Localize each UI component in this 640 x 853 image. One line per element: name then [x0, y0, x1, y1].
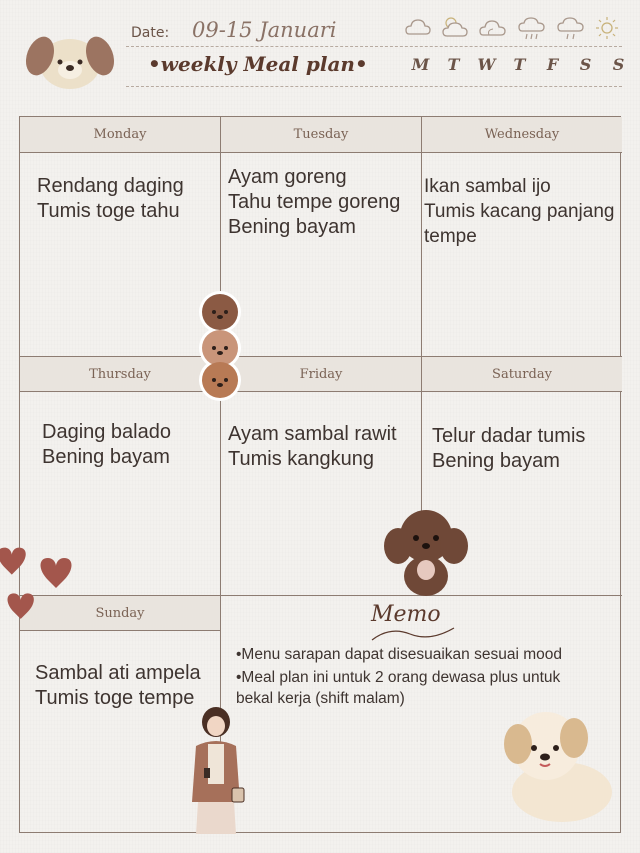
meal-item: Bening bayam	[432, 450, 560, 472]
memo-item: •Meal plan ini untuk 2 orang dewasa plus untuk bekal kerja (shift malam)	[236, 669, 561, 707]
meal-list-friday[interactable]	[228, 422, 397, 472]
meal-list-sunday[interactable]	[35, 661, 201, 711]
meal-item: Tumis toge tempe	[35, 687, 195, 709]
page-title: •weekly Meal plan•	[148, 52, 368, 76]
puppy-head-sticker-icon	[24, 24, 116, 94]
meal-item: Ikan sambal ijo	[424, 176, 551, 197]
cloud-icon[interactable]	[478, 14, 508, 42]
meal-item: Tumis toge tahu	[37, 200, 180, 222]
day-header-saturday: Saturday	[422, 356, 622, 392]
meal-item: Daging balado	[42, 421, 171, 443]
meal-item: Ayam goreng	[228, 166, 347, 188]
brown-poodle-sticker-icon	[376, 500, 476, 600]
meal-list-thursday[interactable]	[42, 420, 171, 470]
meal-list-monday[interactable]	[37, 174, 184, 224]
weekday-checkbox-fri[interactable]: F	[546, 55, 559, 74]
weekday-tracker	[404, 55, 635, 74]
day-header-thursday: Thursday	[20, 356, 220, 392]
sun-cloud-icon[interactable]	[440, 14, 470, 42]
date-label: Date:	[131, 25, 170, 41]
memo-title: Memo	[371, 602, 441, 627]
meal-list-saturday[interactable]	[432, 424, 585, 474]
day-header-friday: Friday	[221, 356, 421, 392]
cloud-icon[interactable]	[404, 14, 432, 42]
girl-illustration-sticker-icon	[184, 706, 250, 834]
date-range: 09-15 Januari	[192, 18, 337, 42]
meal-list-tuesday[interactable]	[228, 165, 400, 240]
memo-underline-flourish	[370, 622, 456, 644]
divider	[126, 86, 622, 87]
day-header-wednesday: Wednesday	[422, 117, 622, 153]
weekday-checkbox-sat[interactable]: S	[579, 55, 592, 74]
divider	[126, 46, 622, 47]
day-header-sunday: Sunday	[20, 595, 220, 631]
rain-cloud-icon[interactable]	[556, 14, 586, 42]
meal-item: Tahu tempe goreng	[228, 191, 401, 213]
meal-item: Sambal ati ampela	[35, 662, 201, 684]
weekday-checkbox-thu[interactable]: T	[513, 55, 526, 74]
fluffy-puppy-sticker-icon	[496, 704, 620, 826]
meal-item: Bening bayam	[42, 446, 170, 468]
weekday-checkbox-sun[interactable]: S	[612, 55, 625, 74]
meal-item: Ayam sambal rawit	[228, 423, 397, 445]
stacked-poodle-heads-sticker-icon	[190, 290, 250, 402]
weekday-checkbox-wed[interactable]: W	[477, 55, 496, 74]
hearts-icon	[0, 546, 80, 620]
memo-item: •Menu sarapan dapat disesuaikan sesuai mood	[236, 646, 562, 663]
day-header-tuesday: Tuesday	[221, 117, 421, 153]
meal-item: Tumis kacang panjang	[424, 201, 615, 222]
weekday-checkbox-mon[interactable]: M	[411, 55, 430, 74]
rain-cloud-icon[interactable]	[517, 14, 547, 42]
meal-item: Tumis kangkung	[228, 448, 374, 470]
meal-item: tempe	[424, 226, 477, 247]
memo-notes[interactable]	[236, 644, 576, 711]
day-header-monday: Monday	[20, 117, 220, 153]
planner-header	[0, 0, 640, 110]
meal-item: Rendang daging	[37, 175, 184, 197]
meal-item: Telur dadar tumis	[432, 425, 586, 447]
meal-item: Bening bayam	[228, 216, 356, 238]
sun-icon[interactable]	[594, 14, 620, 42]
meal-list-wednesday[interactable]	[424, 174, 614, 249]
weekday-checkbox-tue[interactable]: T	[447, 55, 460, 74]
